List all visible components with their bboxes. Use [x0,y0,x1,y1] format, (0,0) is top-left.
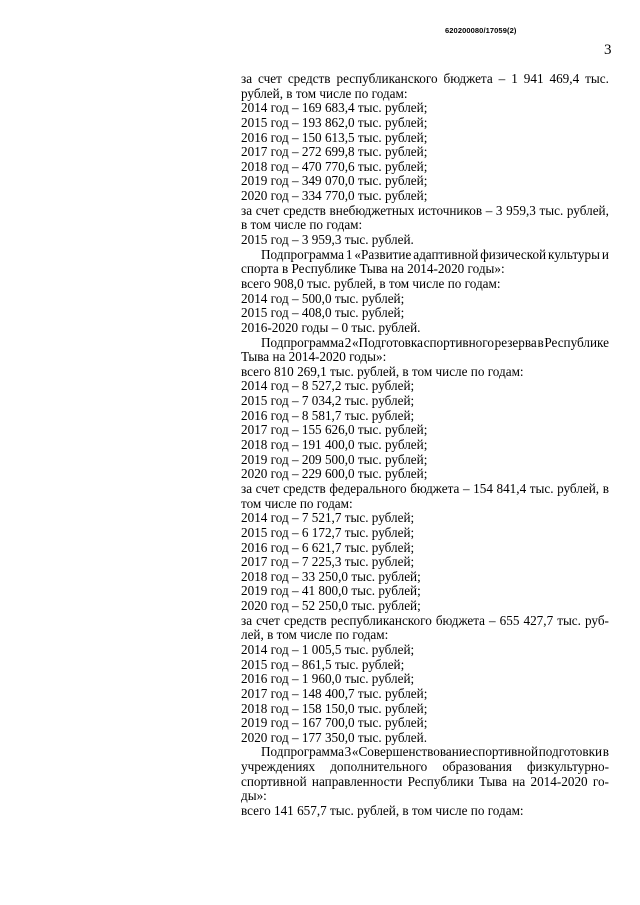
text-line: 2015 год – 861,5 тыс. рублей; [241,656,405,672]
text-line: Подпрограмма 2 «Подготовка спортивного резерва в Республике [261,334,609,350]
text-line: за счет средств республиканского бюджета – 655 427,7 тыс. руб- [241,612,609,628]
document-code: 620200080/17059(2) [445,26,517,35]
text-line: 2016 год – 150 613,5 тыс. рублей; [241,129,428,145]
text-line: 2014 год – 500,0 тыс. рублей; [241,290,405,306]
text-line: 2019 год – 41 800,0 тыс. рублей; [241,583,421,599]
text-line: ды»: [241,788,267,804]
text-line: 2018 год – 158 150,0 тыс. рублей; [241,700,428,716]
text-line: 2015 год – 3 959,3 тыс. рублей. [241,232,414,248]
text-line: 2015 год – 193 862,0 тыс. рублей; [241,114,428,130]
text-line: 2017 год – 7 225,3 тыс. рублей; [241,554,415,570]
text-line: всего 908,0 тыс. рублей, в том числе по годам: [241,275,501,291]
text-line: 2015 год – 6 172,7 тыс. рублей; [241,524,415,540]
text-line: 2020 год – 52 250,0 тыс. рублей; [241,598,421,614]
text-line: 2016-2020 годы – 0 тыс. рублей. [241,319,421,335]
text-line: всего 141 657,7 тыс. рублей, в том числе по годам: [241,803,524,819]
text-line: 2017 год – 272 699,8 тыс. рублей; [241,144,428,160]
text-line: учреждениях дополнительного образования физкультурно- [241,759,609,775]
document-body [241,72,609,819]
text-line: 2016 год – 8 581,7 тыс. рублей; [241,407,415,423]
text-line: в том числе по годам: [241,217,363,233]
text-line: за счет средств республиканского бюджета – 1 941 469,4 тыс. [241,71,609,86]
text-line: 2016 год – 6 621,7 тыс. рублей; [241,539,415,555]
text-line: 2014 год – 8 527,2 тыс. рублей; [241,378,415,394]
page-number: 3 [604,42,612,58]
text-line: 2014 год – 1 005,5 тыс. рублей; [241,641,415,657]
text-line: 2018 год – 470 770,6 тыс. рублей; [241,158,428,174]
text-line: 2015 год – 408,0 тыс. рублей; [241,305,405,321]
text-line: спорта в Республике Тыва на 2014-2020 годы»: [241,261,505,277]
text-line: 2018 год – 191 400,0 тыс. рублей; [241,437,428,453]
text-line: 2019 год – 167 700,0 тыс. рублей; [241,715,428,731]
text-line: 2020 год – 229 600,0 тыс. рублей; [241,466,428,482]
text-line: всего 810 269,1 тыс. рублей, в том числе по годам: [241,363,524,379]
text-line: Тыва на 2014-2020 годы»: [241,349,387,365]
text-line: том числе по годам: [241,495,353,511]
text-line: лей, в том числе по годам: [241,627,389,643]
text-line: 2014 год – 7 521,7 тыс. рублей; [241,510,415,526]
text-line: 2019 год – 349 070,0 тыс. рублей; [241,173,428,189]
text-line: спортивной направленности Республики Тыва на 2014-2020 го- [241,773,609,789]
text-line: 2016 год – 1 960,0 тыс. рублей; [241,671,415,687]
text-line: Подпрограмма 1 «Развитие адаптивной физической культуры и [261,246,609,262]
text-line: 2020 год – 177 350,0 тыс. рублей. [241,729,427,745]
text-line: 2019 год – 209 500,0 тыс. рублей; [241,451,428,467]
text-line: за счет средств федерального бюджета – 154 841,4 тыс. рублей, в [241,480,609,496]
text-line: 2017 год – 155 626,0 тыс. рублей; [241,422,428,438]
text-line: 2014 год – 169 683,4 тыс. рублей; [241,100,428,116]
text-line: 2015 год – 7 034,2 тыс. рублей; [241,393,415,409]
text-line: Подпрограмма 3 «Совершенствование спортивной подготовки в [261,744,609,760]
text-line: за счет средств внебюджетных источников – 3 959,3 тыс. рублей, [241,202,609,218]
text-line: 2018 год – 33 250,0 тыс. рублей; [241,568,421,584]
text-line: 2017 год – 148 400,7 тыс. рублей; [241,685,428,701]
text-line: рублей, в том числе по годам: [241,85,408,101]
text-line: 2020 год – 334 770,0 тыс. рублей; [241,188,428,204]
